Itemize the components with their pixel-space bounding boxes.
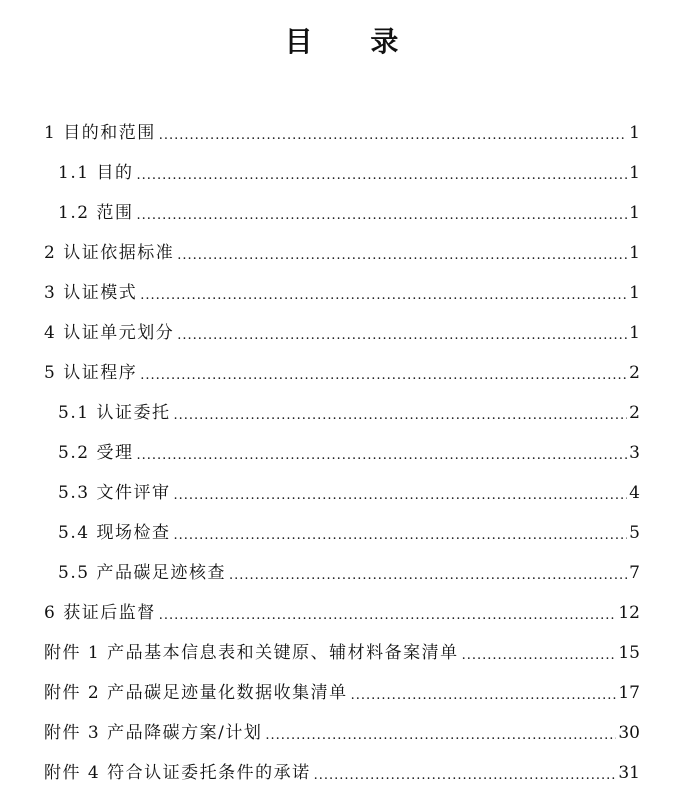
- toc-entry-label: 6 获证后监督: [44, 603, 156, 623]
- toc-entry-label: 3 认证模式: [44, 283, 138, 303]
- toc-entry[interactable]: [44, 630, 640, 670]
- toc-entry-label: 5.4 现场检查: [58, 523, 171, 543]
- toc-dot-leader: [314, 762, 617, 790]
- toc-page-number: 17: [618, 683, 640, 703]
- toc-dot-leader: [462, 642, 617, 670]
- toc-entry[interactable]: [44, 110, 640, 150]
- toc-page-number: 2: [629, 363, 640, 383]
- toc-dot-leader: [173, 482, 627, 510]
- toc-page-number: 1: [629, 283, 640, 303]
- toc-entry-label: 附件 2 产品碳足迹量化数据收集清单: [44, 683, 348, 703]
- toc-entry[interactable]: [44, 190, 640, 230]
- toc-page-number: 31: [618, 763, 640, 783]
- toc-entry[interactable]: [44, 310, 640, 350]
- toc-entry-label: 5 认证程序: [44, 363, 138, 383]
- toc-entry[interactable]: [44, 750, 640, 790]
- toc-page-number: 5: [629, 523, 640, 543]
- toc-entry-label: 1 目的和范围: [44, 123, 156, 143]
- toc-entry[interactable]: [44, 350, 640, 390]
- toc-dot-leader: [159, 122, 627, 150]
- toc-page-number: 1: [629, 163, 640, 183]
- toc-dot-leader: [229, 562, 627, 590]
- toc-entry[interactable]: [44, 390, 640, 430]
- toc-dot-leader: [136, 162, 627, 190]
- toc-dot-leader: [177, 242, 627, 270]
- toc-page-number: 1: [629, 203, 640, 223]
- toc-dot-leader: [140, 362, 627, 390]
- toc-entry-label: 附件 4 符合认证委托条件的承诺: [44, 763, 311, 783]
- toc-entry[interactable]: [44, 670, 640, 710]
- toc-dot-leader: [140, 282, 627, 310]
- toc-entry[interactable]: [44, 550, 640, 590]
- toc-entry-label: 附件 3 产品降碳方案/计划: [44, 723, 263, 743]
- toc-entry-label: 附件 1 产品基本信息表和关键原、辅材料备案清单: [44, 643, 459, 663]
- toc-entry-label: 2 认证依据标准: [44, 243, 175, 263]
- toc-dot-leader: [177, 322, 627, 350]
- toc-page-number: 1: [629, 323, 640, 343]
- toc-entry[interactable]: [44, 510, 640, 550]
- toc-page-number: 1: [629, 243, 640, 263]
- toc-dot-leader: [173, 402, 627, 430]
- toc-entry-label: 1.2 范围: [58, 203, 134, 223]
- toc-dot-leader: [173, 522, 627, 550]
- page-title: 目 录: [284, 25, 423, 58]
- toc-entry[interactable]: [44, 230, 640, 270]
- toc-page-number: 30: [618, 723, 640, 743]
- toc-dot-leader: [351, 682, 617, 710]
- toc-entry[interactable]: [44, 470, 640, 510]
- toc-dot-leader: [159, 602, 617, 630]
- toc-entry-label: 5.3 文件评审: [58, 483, 171, 503]
- toc-entry-label: 5.1 认证委托: [58, 403, 171, 423]
- toc-entry[interactable]: [44, 270, 640, 310]
- toc-page-number: 3: [629, 443, 640, 463]
- toc-page-number: 12: [618, 603, 640, 623]
- toc-entry-label: 5.2 受理: [58, 443, 134, 463]
- toc-entry[interactable]: [44, 430, 640, 470]
- toc-entry[interactable]: [44, 710, 640, 750]
- toc-dot-leader: [136, 202, 627, 230]
- toc-entry-label: 1.1 目的: [58, 163, 134, 183]
- toc-entry-label: 5.5 产品碳足迹核查: [58, 563, 226, 583]
- toc-dot-leader: [265, 722, 616, 750]
- toc-dot-leader: [136, 442, 627, 470]
- toc-entry-label: 4 认证单元划分: [44, 323, 175, 343]
- toc-page-number: 7: [629, 563, 640, 583]
- toc-page-number: 1: [629, 123, 640, 143]
- toc-page-number: 4: [629, 483, 640, 503]
- toc-page-number: 15: [618, 643, 640, 663]
- toc-page-number: 2: [629, 403, 640, 423]
- toc-entry[interactable]: [44, 590, 640, 630]
- toc-entry[interactable]: [44, 150, 640, 190]
- table-of-contents: [44, 110, 640, 790]
